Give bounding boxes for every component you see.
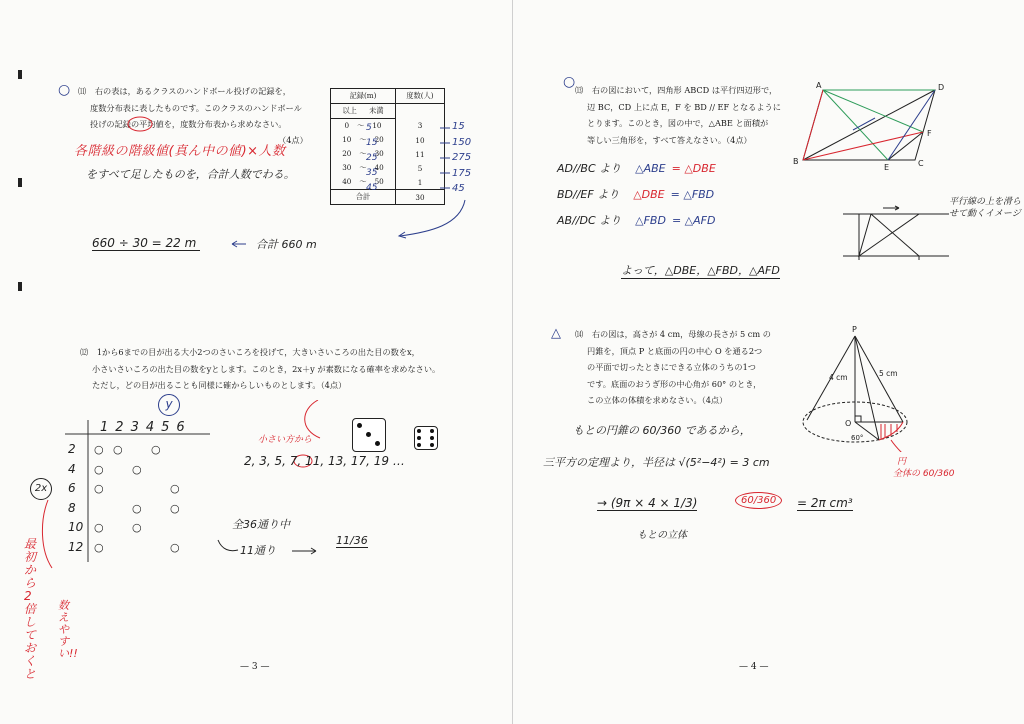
work-triangle: △FBD xyxy=(635,214,666,227)
question-number: ⒀ xyxy=(575,85,584,95)
center-label-o: O xyxy=(845,419,852,428)
prime-list: 2, 3, 5, 7, 11, 13, 17, 19 … xyxy=(244,454,405,468)
table-row: 20 ～ 30 11 xyxy=(331,147,445,161)
q14-work-note: もとの立体 xyxy=(637,530,687,541)
product-note: 45 xyxy=(452,183,465,194)
work-line xyxy=(557,156,716,182)
question-text-line: とります。このとき，図の中で，△ABE と面積が xyxy=(587,118,769,128)
class-count: 3 xyxy=(396,119,445,134)
handwritten-triangle-mark: △ xyxy=(551,326,561,341)
question-13 xyxy=(575,82,781,148)
vertex-label-e: E xyxy=(884,163,890,172)
grid-col: 3 xyxy=(130,420,146,435)
grid-row-label: 12 xyxy=(68,539,84,554)
red-note-fraction: 全体の 60/360 xyxy=(893,469,955,479)
ways-count: 11通り xyxy=(240,544,276,557)
grid-col: 4 xyxy=(145,420,162,435)
q13-work xyxy=(557,156,716,234)
table-row: 30 ～ 40 5 xyxy=(331,161,445,175)
work-reason: AD//BC より xyxy=(557,162,622,175)
grid-mark: ○ xyxy=(94,540,104,554)
question-number: ⑾ xyxy=(78,86,87,96)
points-label: （4点） xyxy=(278,135,308,145)
q14-work-line: → (9π × 4 × 1/3) xyxy=(597,496,698,510)
work-result: = △FBD xyxy=(670,188,715,201)
q14-work-line: 三平方の定理より，半径は √(5²−4²) = 3 cm xyxy=(543,456,770,469)
large-die-icon xyxy=(352,418,386,452)
class-from: 40 xyxy=(342,177,352,186)
vertex-label-d: D xyxy=(938,83,945,92)
red-side-note: 最初から2倍しておくと xyxy=(24,537,37,681)
vertex-label-b: B xyxy=(793,157,799,166)
class-from: 30 xyxy=(342,163,352,172)
cone-sector-figure xyxy=(799,322,939,452)
work-triangle: △ABE xyxy=(635,162,666,175)
class-count: 1 xyxy=(396,175,445,190)
sliding-side-note: 平行線の上を滑らせて動くイメージ xyxy=(949,197,1022,219)
grid-row-label: 10 xyxy=(68,520,84,534)
grid-col: 6 xyxy=(176,420,192,435)
class-from: 0 xyxy=(344,121,350,130)
table-row: 0 ～ 10 3 xyxy=(331,119,445,134)
question-text-line: 右の図において，四角形 ABCD は平行四辺形で， xyxy=(591,85,778,95)
table-header: 度数(人) xyxy=(396,89,445,104)
q14-answer: = 2π cm³ xyxy=(797,496,853,510)
grid-mark: ○ xyxy=(94,462,104,476)
midpoint-note: 15 xyxy=(366,138,378,148)
grid-mark: ○ xyxy=(132,521,142,534)
product-note: 150 xyxy=(452,136,472,148)
class-to: 30 xyxy=(374,149,384,158)
slant-label: 5 cm xyxy=(879,369,898,378)
question-text-line: 右の表は，あるクラスのハンドボール投げの記録を， xyxy=(94,86,291,96)
grid-mark: ○ xyxy=(170,540,180,554)
work-line xyxy=(557,208,716,234)
product-note: 175 xyxy=(452,167,472,179)
question-12 xyxy=(80,344,440,394)
apex-label-p: P xyxy=(852,325,857,334)
probability-answer: 11/36 xyxy=(336,534,368,547)
question-text-line: 1から6までの目が出る大小2つのさいころを投げて，大きいさいころの出た目の数をx， xyxy=(96,347,420,357)
q14-work-line: もとの円錐の 60/360 であるから， xyxy=(573,424,751,437)
question-number: ⒁ xyxy=(575,329,584,339)
class-from: 20 xyxy=(342,149,352,158)
page-number: — 4 — xyxy=(739,662,769,672)
page-number: — 3 — xyxy=(240,662,270,672)
class-count: 5 xyxy=(396,161,445,175)
grid-row-label: 8 xyxy=(68,500,76,515)
class-count: 11 xyxy=(396,147,445,161)
work-triangle: △DBE xyxy=(633,188,665,201)
midpoint-note: 35 xyxy=(366,168,378,178)
grid-mark: ○ xyxy=(94,482,104,495)
twox-label-circled: 2x xyxy=(30,478,52,500)
work-reason: AB//DC より xyxy=(557,214,622,227)
class-from: 10 xyxy=(342,135,352,144)
class-to: 50 xyxy=(374,177,384,186)
page-4 xyxy=(512,0,1024,724)
handwritten-total: 合計 660 m xyxy=(256,238,317,251)
grid-mark: ○ xyxy=(132,462,142,476)
height-label: 4 cm xyxy=(829,373,848,382)
work-reason: BD//EF より xyxy=(557,188,620,201)
question-text-line: の平面で切ったときにできる立体のうちの1つ xyxy=(587,362,756,372)
question-text-line: ただし，どの目が出ることも同様に確からしいものとします。（4点） xyxy=(92,380,347,390)
subheader-right: 未満 xyxy=(369,106,384,115)
class-to: 10 xyxy=(372,121,382,130)
red-note-circle: 円 xyxy=(897,457,907,467)
product-note: 15 xyxy=(452,121,465,132)
question-text-line: です。底面のおうぎ形の中心角が 60° のとき， xyxy=(587,378,762,389)
grid-mark: ○ xyxy=(94,521,104,534)
vertex-label-c: C xyxy=(918,159,924,168)
question-text-line: 等しい三角形を，すべて答えなさい。（4点） xyxy=(587,134,752,145)
vertex-label-f: F xyxy=(927,129,932,138)
grid-col: 1 xyxy=(100,420,116,435)
work-result: = △DBE xyxy=(671,162,716,175)
vertex-label-a: A xyxy=(816,81,822,90)
midpoint-note: 25 xyxy=(366,153,378,163)
red-side-note-2: 数えやすい!! xyxy=(58,599,78,660)
table-row: 40 ～ 50 1 xyxy=(331,175,445,190)
question-text-line: 右の図は，高さが 4 cm，母線の長さが 5 cm の xyxy=(591,329,771,339)
total-outcomes-note: 全36通り中 xyxy=(232,518,290,531)
grid-mark: ○ xyxy=(151,443,161,456)
question-text-line: 円錐を，頂点 P と底面の円の中心 O を通る2つ xyxy=(587,345,763,356)
class-to: 20 xyxy=(374,135,384,144)
q13-answer: よって，△DBE，△FBD，△AFD xyxy=(621,264,780,277)
grid-col: 2 xyxy=(115,420,131,435)
question-text-line: 投げの記録の平均値を，度数分布表から求めなさい。 xyxy=(90,119,287,129)
table-row: 10 ～ 20 10 xyxy=(331,133,445,147)
question-text-line: 小さいさいころの出た目の数をyとします。このとき，2x＋y が素数になる確率を求めなさい。 xyxy=(92,363,441,374)
grid-mark: ○ xyxy=(132,501,142,515)
work-line xyxy=(557,182,716,208)
midpoint-note: 5 xyxy=(366,123,372,133)
grid-mark: ○ xyxy=(170,482,180,495)
question-text-line: 度数分布表に表したものです。このクラスのハンドボール xyxy=(90,102,302,113)
grid-row-label: 4 xyxy=(68,461,76,476)
total-label: 合計 xyxy=(331,190,396,205)
red-note-small-first: 小さい方から xyxy=(258,435,313,445)
angle-label: 60° xyxy=(851,434,864,442)
work-result: = △AFD xyxy=(671,214,716,227)
question-14 xyxy=(575,326,771,409)
table-header: 記録(m) xyxy=(331,89,396,104)
product-note: 275 xyxy=(452,152,472,163)
handwritten-note: をすべて足したものを，合計人数でわる。 xyxy=(86,168,295,181)
grid-mark: ○ xyxy=(170,501,180,515)
q14-circled-fraction: 60/360 xyxy=(735,492,782,509)
grid-mark: ○ xyxy=(113,443,123,456)
question-text-line: 辺 BC，CD 上に点 E，F を BD // EF となるように xyxy=(587,101,781,112)
grid-row-label: 2 xyxy=(68,442,76,456)
grid-mark: ○ xyxy=(94,443,104,456)
handwritten-calculation: 660 ÷ 30 = 22 m xyxy=(92,236,200,251)
y-label-circled: y xyxy=(158,394,180,416)
handwritten-check-circle: ○ xyxy=(563,74,576,90)
grid-col: 5 xyxy=(161,420,177,435)
class-to: 40 xyxy=(374,163,384,172)
handwritten-check-circle: ○ xyxy=(58,82,71,98)
question-text-line: この立体の体積を求めなさい。（4点） xyxy=(587,395,728,405)
subheader-left: 以上 xyxy=(342,106,357,115)
class-count: 10 xyxy=(396,133,445,147)
midpoint-note: 45 xyxy=(366,183,378,193)
question-number: ⑿ xyxy=(80,347,89,357)
parallelogram-figure xyxy=(783,80,953,180)
total-value: 30 xyxy=(396,190,445,205)
small-die-icon xyxy=(414,426,438,450)
red-handwritten-note: 各階級の階級値(真ん中の値)×人数 xyxy=(74,144,286,159)
grid-row-label: 6 xyxy=(68,481,76,495)
